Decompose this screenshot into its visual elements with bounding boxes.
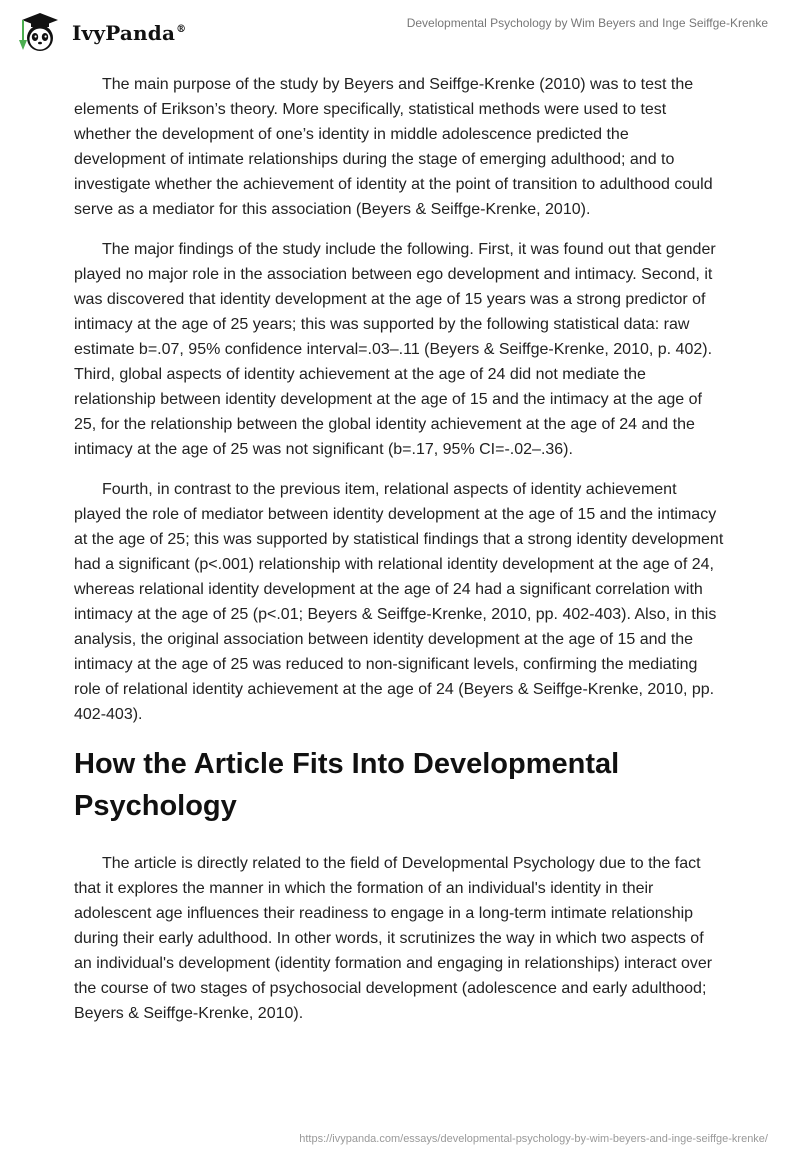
logo-text: IvyPanda® — [72, 21, 187, 45]
panda-graduate-logo-icon — [14, 10, 66, 56]
paragraph-findings: The major findings of the study include the following. First, it was found out that gender played no major role in the association between ego development and intimacy. Second, it was discovered that identity development at the age of 15 years was a strong predictor of intimacy at the age of 25 years; this was supported by the following statistical data: raw estimate b=.07, 95% confidence interval=.03–.11 (Beyers & Seiffge-Krenke, 2010, p. 402). Third, global aspects of identity achievement at the age of 24 did not mediate the relationship between identity development at the age of 15 and the intimacy at the age of 25, for the relationship between the global identity achievement at the age of 24 and the intimacy at the age of 25 was not significant (b=.17, 95% CI=-.02–.36). — [74, 241, 716, 458]
source-url[interactable]: https://ivypanda.com/essays/developmental-psychology-by-wim-beyers-and-inge-seiffge-krenke/ — [299, 1133, 768, 1145]
document-title: Developmental Psychology by Wim Beyers and Inge Seiffge-Krenke — [406, 16, 768, 30]
ivypanda-logo[interactable] — [14, 10, 186, 56]
page-header — [0, 0, 800, 64]
paragraph-purpose: The main purpose of the study by Beyers and Seiffge-Krenke (2010) was to test the elements of Erikson’s theory. More specifically, statistical methods were used to test whether the development of one’s identity in middle adolescence predicted the development of intimate relationships during the stage of emerging adulthood; and to investigate whether the achievement of identity at the point of transition to adulthood could serve as a mediator for this association (Beyers & Seiffge-Krenke, 2010). — [74, 76, 713, 218]
paragraph-fourth-finding: Fourth, in contrast to the previous item, relational aspects of identity achievement played the role of mediator between identity development at the age of 15 and the intimacy at the age of 25; this was supported by statistical findings that a strong identity development had a significant (p<.001) relationship with relational identity development at the age of 24, whereas relational identity development at the age of 24 had a significant correlation with intimacy at the age of 25 (p<.01; Beyers & Seiffge-Krenke, 2010, pp. 402-403). Also, in this analysis, the original association between identity development at the age of 15 and the intimacy at the age of 25 was reduced to non-significant levels, confirming the mediating role of relational identity achievement at the age of 24 (Beyers & Seiffge-Krenke, 2010, pp. 402-403). — [74, 481, 724, 723]
section-heading: How the Article Fits Into Developmental Psychology — [74, 748, 620, 822]
essay-content — [74, 72, 724, 1041]
paragraph-fit: The article is directly related to the field of Developmental Psychology due to the fact that it explores the manner in which the formation of an individual's identity in their adolescent age influences their readiness to engage in a long-term intimate relationship during their early adulthood. In other words, it scrutinizes the way in which two aspects of an individual's development (identity formation and engaging in relationships) interact over the course of two stages of psychosocial development (adolescence and early adulthood; Beyers & Seiffge-Krenke, 2010). — [74, 855, 713, 1022]
